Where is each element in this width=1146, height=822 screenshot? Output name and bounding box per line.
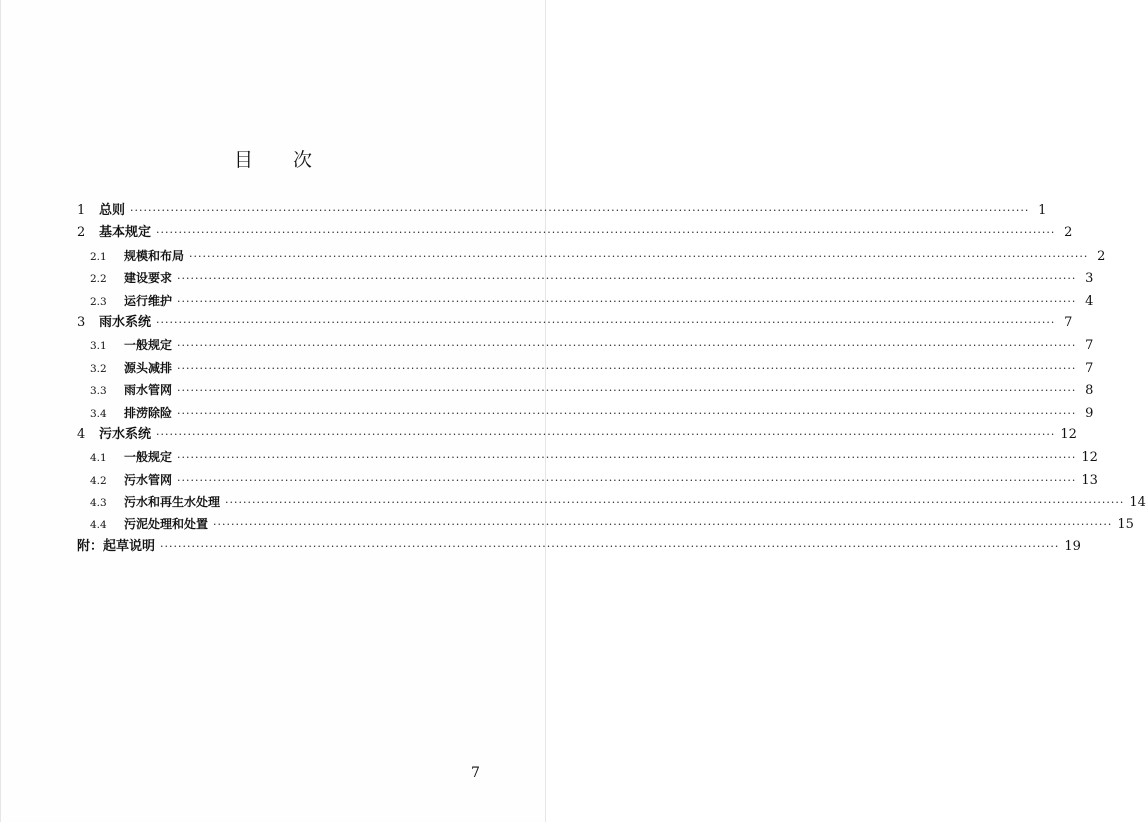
toc-entry-label: 建设要求 — [124, 271, 173, 286]
toc-leader-dots: ········································································································································································································ — [160, 539, 1060, 553]
toc-entry — [77, 513, 1134, 535]
toc-entry-number: 2.2 — [90, 273, 107, 286]
toc-leader-dots: ········································································································································································································ — [156, 427, 1056, 441]
toc-entry-page: 7 — [1085, 338, 1094, 354]
toc-title — [1, 145, 547, 172]
toc-entry-page: 2 — [1064, 225, 1073, 241]
toc-entry-page: 13 — [1081, 472, 1098, 488]
toc-title-char-2: 次 — [293, 149, 315, 171]
toc-entry — [77, 245, 1106, 267]
toc-entry — [77, 402, 1094, 424]
toc-entry-number: 1 — [77, 203, 86, 218]
toc-leader-dots: ········································································································································································································ — [177, 384, 1077, 398]
toc-entry-label: 雨水系统 — [99, 314, 152, 330]
toc-entry — [77, 424, 1077, 446]
toc-entry-number: 3.2 — [90, 362, 107, 375]
toc-entry-label: 基本规定 — [99, 225, 152, 241]
toc-leader-dots: ········································································································································································································ — [177, 294, 1077, 308]
toc-entry-page: 19 — [1064, 538, 1081, 554]
toc-entry — [77, 267, 1094, 289]
toc-entry-number: 2 — [77, 225, 86, 241]
toc-entry-number: 2.3 — [90, 295, 107, 308]
toc-leader-dots: ········································································································································································································ — [213, 518, 1113, 532]
toc-entry — [77, 334, 1094, 356]
toc-entry-number: 4 — [77, 426, 86, 442]
toc-entry-page: 4 — [1085, 293, 1094, 309]
toc-leader-dots: ········································································································································································································ — [177, 473, 1077, 487]
toc-entry-label: 污泥处理和处置 — [124, 517, 209, 532]
table-of-contents — [77, 200, 1146, 558]
toc-entry-page: 12 — [1081, 450, 1098, 466]
toc-leader-dots: ········································································································································································································ — [225, 496, 1125, 510]
toc-entry — [77, 536, 1081, 558]
toc-entry-label: 规模和布局 — [124, 248, 185, 263]
toc-entry — [77, 446, 1098, 468]
toc-entry-label: 污水管网 — [124, 472, 173, 487]
toc-title-char-1: 目 — [233, 149, 255, 171]
toc-entry — [77, 312, 1073, 334]
toc-leader-dots: ········································································································································································································ — [177, 406, 1077, 420]
toc-entry-number: 3.4 — [90, 407, 107, 420]
toc-leader-dots: ········································································································································································································ — [177, 339, 1077, 353]
toc-entry — [77, 379, 1094, 401]
toc-entry-label: 污水系统 — [99, 426, 152, 442]
toc-leader-dots: ········································································································································································································ — [177, 451, 1077, 465]
toc-entry-number: 4.3 — [90, 497, 107, 510]
toc-entry — [77, 200, 1047, 222]
toc-entry-number: 3.1 — [90, 340, 107, 353]
toc-entry-page: 14 — [1129, 495, 1146, 511]
toc-leader-dots: ········································································································································································································ — [177, 361, 1077, 375]
toc-entry-page: 2 — [1097, 248, 1106, 264]
toc-entry-label: 排涝除险 — [124, 405, 173, 420]
toc-entry-number: 4.1 — [90, 452, 107, 465]
toc-entry-page: 9 — [1085, 405, 1094, 421]
toc-leader-dots: ········································································································································································································ — [156, 315, 1056, 329]
toc-entry-number: 3.3 — [90, 385, 107, 398]
toc-entry-page: 1 — [1038, 203, 1047, 218]
toc-entry — [77, 491, 1146, 513]
toc-entry-label: 附：起草说明 — [77, 538, 156, 554]
toc-entry-label: 源头减排 — [124, 360, 173, 375]
toc-entry-label: 雨水管网 — [124, 383, 173, 398]
toc-entry-page: 8 — [1085, 383, 1094, 399]
toc-leader-dots: ········································································································································································································ — [130, 204, 1030, 217]
toc-entry-number: 3 — [77, 314, 86, 330]
toc-entry-label: 运行维护 — [124, 293, 173, 308]
toc-entry-label: 一般规定 — [124, 338, 173, 353]
toc-entry-label: 污水和再生水处理 — [124, 495, 221, 510]
toc-entry-label: 总则 — [99, 203, 126, 218]
toc-leader-dots: ········································································································································································································ — [189, 249, 1089, 263]
toc-entry — [77, 469, 1098, 491]
toc-entry-number: 4.2 — [90, 474, 107, 487]
toc-entry-number: 2.1 — [90, 250, 107, 263]
toc-entry-label: 一般规定 — [124, 450, 173, 465]
toc-entry-page: 3 — [1085, 271, 1094, 287]
toc-entry-page: 15 — [1117, 517, 1134, 533]
toc-entry — [77, 222, 1073, 244]
toc-entry-page: 7 — [1085, 360, 1094, 376]
toc-entry — [77, 357, 1094, 379]
toc-entry — [77, 290, 1094, 312]
toc-leader-dots: ········································································································································································································ — [177, 272, 1077, 286]
toc-leader-dots: ········································································································································································································ — [156, 226, 1056, 240]
toc-entry-page: 12 — [1060, 426, 1077, 442]
toc-entry-number: 4.4 — [90, 519, 107, 532]
page-number: 7 — [471, 765, 480, 781]
toc-entry-page: 7 — [1064, 314, 1073, 330]
